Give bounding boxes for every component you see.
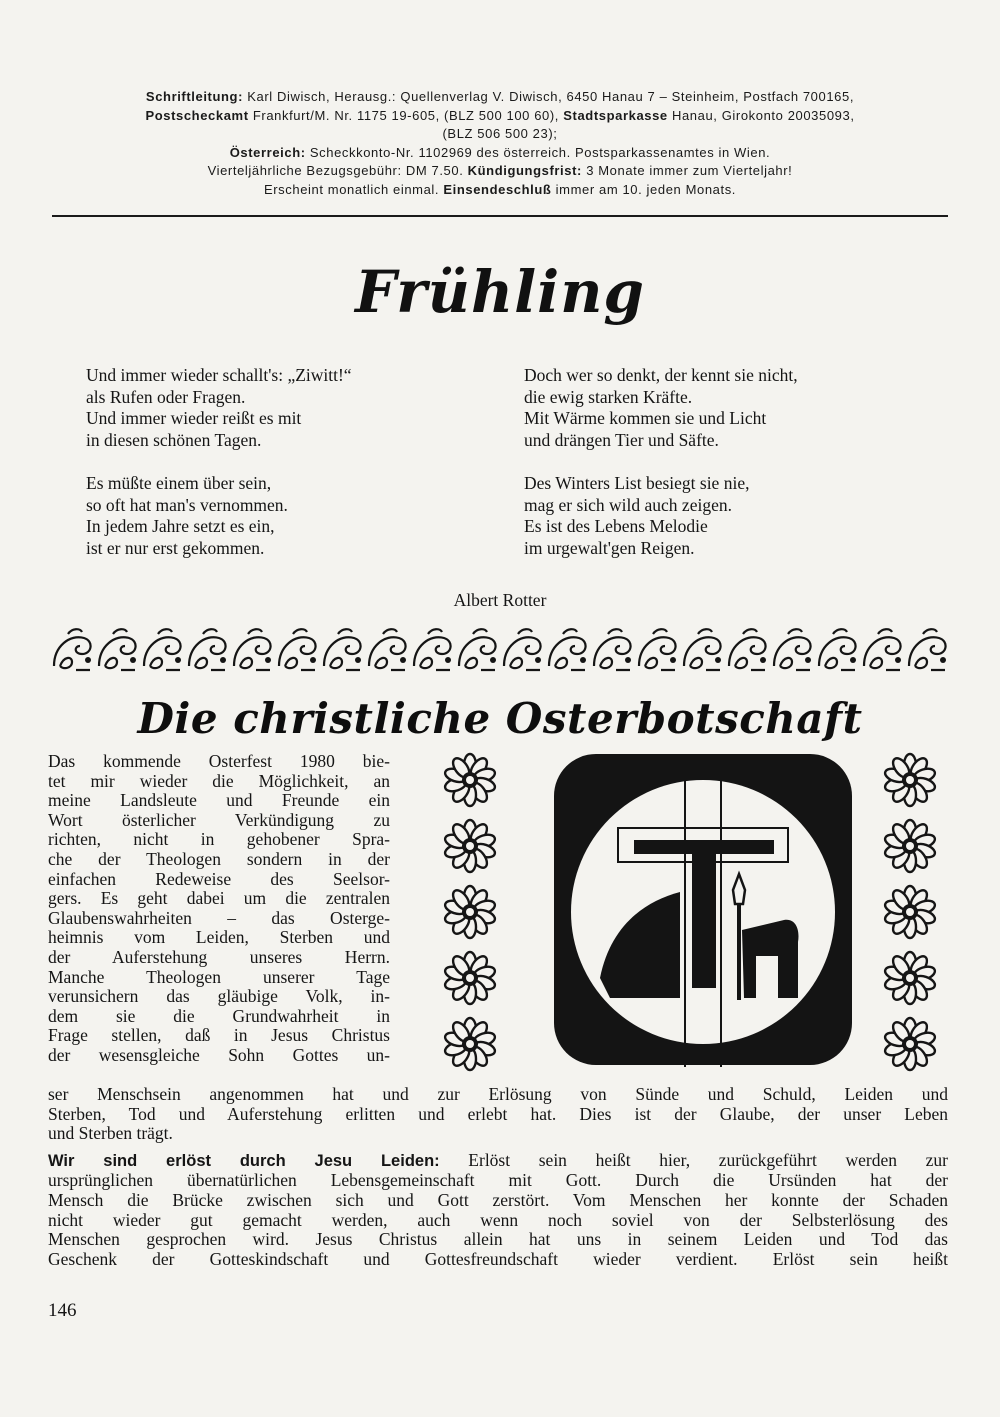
flower-icon — [882, 884, 938, 940]
text-line: Frage stellen, daß in Jesus Christus — [48, 1025, 390, 1046]
text-line: heimnis vom Leiden, Sterben und — [48, 927, 390, 948]
masthead-line: Schriftleitung: Karl Diwisch, Herausg.: Quellenverlag V. Diwisch, 6450 Hanau 7 – Steinheim, Postfach 700165, — [145, 89, 855, 104]
text-line: Wort österlicher Verkündigung zu — [48, 809, 390, 830]
masthead-line: Postscheckamt Frankfurt/M. Nr. 1175 19-605, (BLZ 500 100 60), Stadtsparkasse Hanau, Girokonto 20035093, — [145, 107, 855, 123]
flower-icon — [882, 950, 938, 1006]
ornament-motif — [639, 629, 676, 670]
flower-icon — [442, 752, 498, 808]
ornament-motif — [684, 629, 721, 670]
poem-line: Und immer wieder reißt es mit — [86, 408, 302, 428]
poem-stanza — [86, 365, 486, 451]
ornament-motif — [549, 629, 586, 670]
poem-line: und drängen Tier und Säfte. — [524, 429, 719, 450]
flower-icon — [882, 752, 938, 808]
text-fragment: Erlöst sein heißt hier, zurückgeführt werden zur — [468, 1149, 948, 1170]
poem-left-column — [86, 365, 486, 581]
flower-icon — [882, 1016, 938, 1072]
ornament-motif — [774, 629, 811, 670]
ornament-motif — [324, 629, 361, 670]
paragraph-heading: Wir sind erlöst durch Jesu Leiden: — [48, 1151, 440, 1170]
text-line: Menschen gesprochen wird. Jesus Christus allein hat uns in seinem Leiden und Tod das — [48, 1229, 948, 1250]
ornament-motif — [99, 629, 136, 670]
article-title: Die christliche Osterbotschaft — [137, 694, 863, 743]
ornament-motif — [189, 629, 226, 670]
text-line: gers. Es geht dabei um die zentralen — [48, 888, 390, 909]
poem-line: Es ist des Lebens Melodie — [524, 516, 708, 536]
text-line: der Auferstehung unseres Herrn. — [48, 946, 390, 967]
text-line: richten, nicht in gehobener Spra- — [48, 829, 390, 850]
poem-stanza — [86, 473, 486, 559]
ornament-motif — [414, 629, 451, 670]
flower-icon — [442, 1016, 498, 1072]
masthead-line: Erscheint monatlich einmal. Einsendeschluß immer am 10. jeden Monats. — [263, 181, 737, 197]
ornament-motif — [144, 629, 181, 670]
text-line: Geschenk der Gotteskindschaft und Gottesfreundschaft wieder verdient. Erlöst sein heißt — [48, 1248, 948, 1269]
poem-line: Des Winters List besiegt sie nie, — [524, 473, 750, 493]
text-line: tet mir wieder die Möglichkeit, an — [48, 770, 390, 791]
ornament-motif — [864, 629, 901, 670]
flower-icon — [442, 818, 498, 874]
flower-column-right — [882, 752, 942, 1082]
ornament-motif — [909, 629, 946, 670]
ornament-motif — [234, 629, 271, 670]
masthead — [50, 88, 950, 199]
ornamental-border — [50, 626, 950, 674]
poem-line: die ewig starken Kräfte. — [524, 386, 693, 407]
text-line: ursprünglichen übernatürlichen Lebensgemeinschaft mit Gott. Durch die Ursünden hat der — [48, 1170, 948, 1191]
ornament-motif — [819, 629, 856, 670]
ornament-motif — [594, 629, 631, 670]
text-line: Sterben, Tod und Auferstehung erlitten und erlebt hat. Dies ist der Glaube, der unser Leben — [48, 1103, 948, 1124]
ornament-motif — [729, 629, 766, 670]
text-line: nicht wieder gut gemacht werden, auch wenn noch soviel von der Selbsterlösung des — [48, 1209, 948, 1230]
masthead-line: Österreich: Scheckkonto-Nr. 1102969 des österreich. Postsparkassenamtes in Wien. — [229, 144, 771, 160]
article-column-text — [48, 752, 390, 1066]
flower-icon — [882, 818, 938, 874]
poem-line: so oft hat man's vernommen. — [86, 494, 288, 515]
masthead-line: Vierteljährliche Bezugsgebühr: DM 7.50. Kündigungsfrist: 3 Monate immer zum Vierteljahr! — [207, 163, 793, 178]
poem-line: als Rufen oder Fragen. — [86, 386, 246, 407]
text-line: Glaubenswahrheiten – das Osterge- — [48, 907, 390, 928]
article-body — [48, 1085, 948, 1269]
text-line: verunsichern das gläubige Volk, in- — [48, 986, 390, 1007]
poem-author: Albert Rotter — [453, 590, 547, 610]
text-line: meine Landsleute und Freunde ein — [48, 790, 390, 811]
text-line: Das kommende Osterfest 1980 bie- — [48, 751, 390, 771]
text-line: che der Theologen sondern in der — [48, 848, 390, 869]
flower-icon — [442, 884, 498, 940]
poem-line: ist er nur erst gekommen. — [86, 537, 265, 558]
text-line: ser Menschsein angenommen hat und zur Erlösung von Sünde und Schuld, Leiden und — [48, 1084, 948, 1104]
poem-line: Doch wer so denkt, der kennt sie nicht, — [524, 365, 798, 385]
text-line: Manche Theologen unserer Tage — [48, 966, 390, 987]
poem-stanza — [524, 473, 944, 559]
poem-line: Und immer wieder schallt's: „Ziwitt!“ — [86, 365, 352, 385]
ornament-motif — [54, 629, 91, 670]
poem-right-column — [524, 365, 944, 581]
page-number: 146 — [48, 1300, 77, 1321]
poem-line: In jedem Jahre setzt es ein, — [86, 516, 275, 536]
poem-title: Frühling — [355, 258, 645, 326]
text-line: dem sie die Grundwahrheit in — [48, 1005, 390, 1026]
poem-line: Mit Wärme kommen sie und Licht — [524, 408, 767, 428]
flower-icon — [442, 950, 498, 1006]
poem-line: mag er sich wild auch zeigen. — [524, 494, 732, 515]
ornament-motif — [279, 629, 316, 670]
poem-stanza — [524, 365, 944, 451]
text-line: einfachen Redeweise des Seelsor- — [48, 868, 390, 889]
paragraph-heading-line — [48, 1151, 948, 1172]
ornament-motif — [504, 629, 541, 670]
ornament-motif — [459, 629, 496, 670]
ornament-motif — [369, 629, 406, 670]
poem-line: in diesen schönen Tagen. — [86, 429, 262, 450]
text-line: und Sterben trägt. — [48, 1123, 173, 1144]
poem-line: Es müßte einem über sein, — [86, 473, 272, 493]
flower-column-left — [442, 752, 502, 1082]
poem-line: im urgewalt'gen Reigen. — [524, 537, 695, 558]
masthead-line: (BLZ 506 500 23); — [442, 126, 558, 141]
masthead-divider — [52, 215, 948, 217]
text-line: der wesensgleiche Sohn Gottes un- — [48, 1044, 390, 1065]
text-line: Mensch die Brücke zwischen sich und Gott zerstört. Vom Menschen her konnte der Schaden — [48, 1189, 948, 1210]
easter-cross-emblem — [552, 752, 854, 1067]
